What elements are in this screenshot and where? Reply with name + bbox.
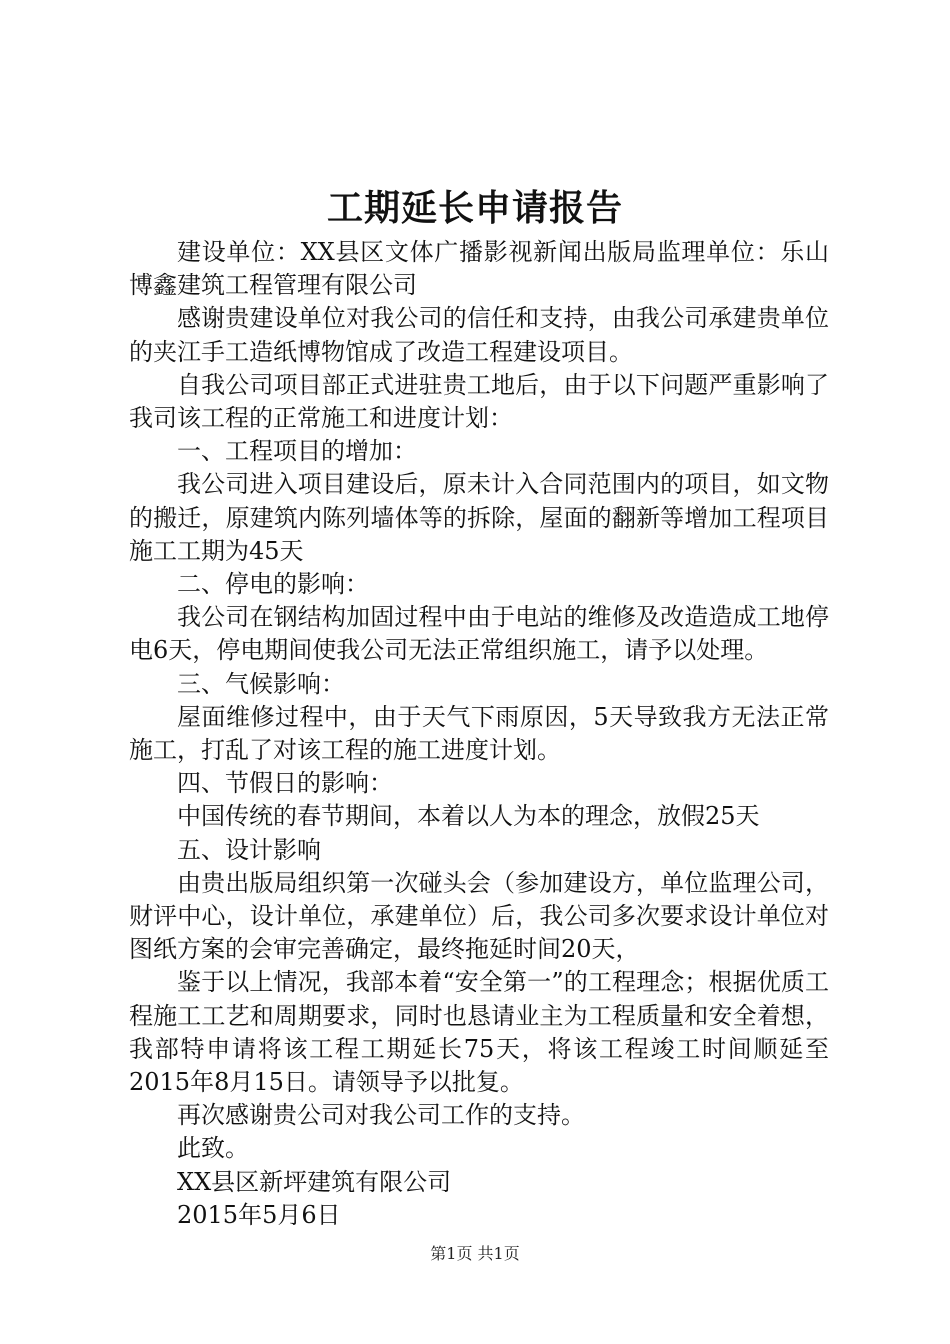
heading-reason-5: 五、设计影响	[177, 835, 321, 864]
heading-reason-3: 三、气候影响：	[177, 669, 345, 698]
heading-reason-1: 一、工程项目的增加：	[177, 437, 417, 466]
paragraph-salutation: 此致。	[177, 1134, 249, 1163]
paragraph-reason-5: 由贵出版局组织第一次碰头会（参加建设方，单位监理公司，财评中心，设计单位，承建单位）后，我公司多次要求设计单位对图纸方案的会审完善确定，最终拖延时间20天，	[129, 868, 829, 964]
paragraph-parties: 建设单位：XX县区文体广播影视新闻出版局监理单位：乐山博鑫建筑工程管理有限公司	[129, 238, 829, 300]
page-footer: 第1页 共1页	[430, 1244, 520, 1263]
paragraph-intro: 自我公司项目部正式进驻贵工地后，由于以下问题严重影响了我司该工程的正常施工和进度计划：	[129, 370, 829, 433]
paragraph-reason-3: 屋面维修过程中，由于天气下雨原因，5天导致我方无法正常施工，打乱了对该工程的施工进度计划。	[129, 702, 829, 765]
paragraph-closing-thanks: 再次感谢贵公司对我公司工作的支持。	[177, 1101, 585, 1130]
heading-reason-2: 二、停电的影响：	[177, 570, 369, 599]
paragraph-request: 鉴于以上情况，我部本着“安全第一”的工程理念；根据优质工程施工工艺和周期要求，同时也恳请业主为工程质量和安全着想，我部特申请将该工程工期延长75天，将该工程竣工时间顺延至2015年8月15日。请领导予以批复。	[129, 968, 829, 1097]
document-body	[129, 236, 829, 1232]
document-title: 工期延长申请报告	[326, 187, 623, 229]
signature-date: 2015年5月6日	[177, 1200, 341, 1229]
signature-company: XX县区新坪建筑有限公司	[177, 1167, 452, 1196]
heading-reason-4: 四、节假日的影响：	[177, 769, 393, 798]
paragraph-reason-4: 中国传统的春节期间，本着以人为本的理念，放假25天	[177, 802, 760, 831]
paragraph-reason-2: 我公司在钢结构加固过程中由于电站的维修及改造造成工地停电6天，停电期间使我公司无法正常组织施工，请予以处理。	[129, 603, 829, 665]
paragraph-thanks: 感谢贵建设单位对我公司的信任和支持，由我公司承建贵单位的夹江手工造纸博物馆成了改造工程建设项目。	[129, 304, 829, 366]
paragraph-reason-1: 我公司进入项目建设后，原未计入合同范围内的项目，如文物的搬迁，原建筑内陈列墙体等的拆除，屋面的翻新等增加工程项目施工工期为45天	[129, 470, 829, 565]
